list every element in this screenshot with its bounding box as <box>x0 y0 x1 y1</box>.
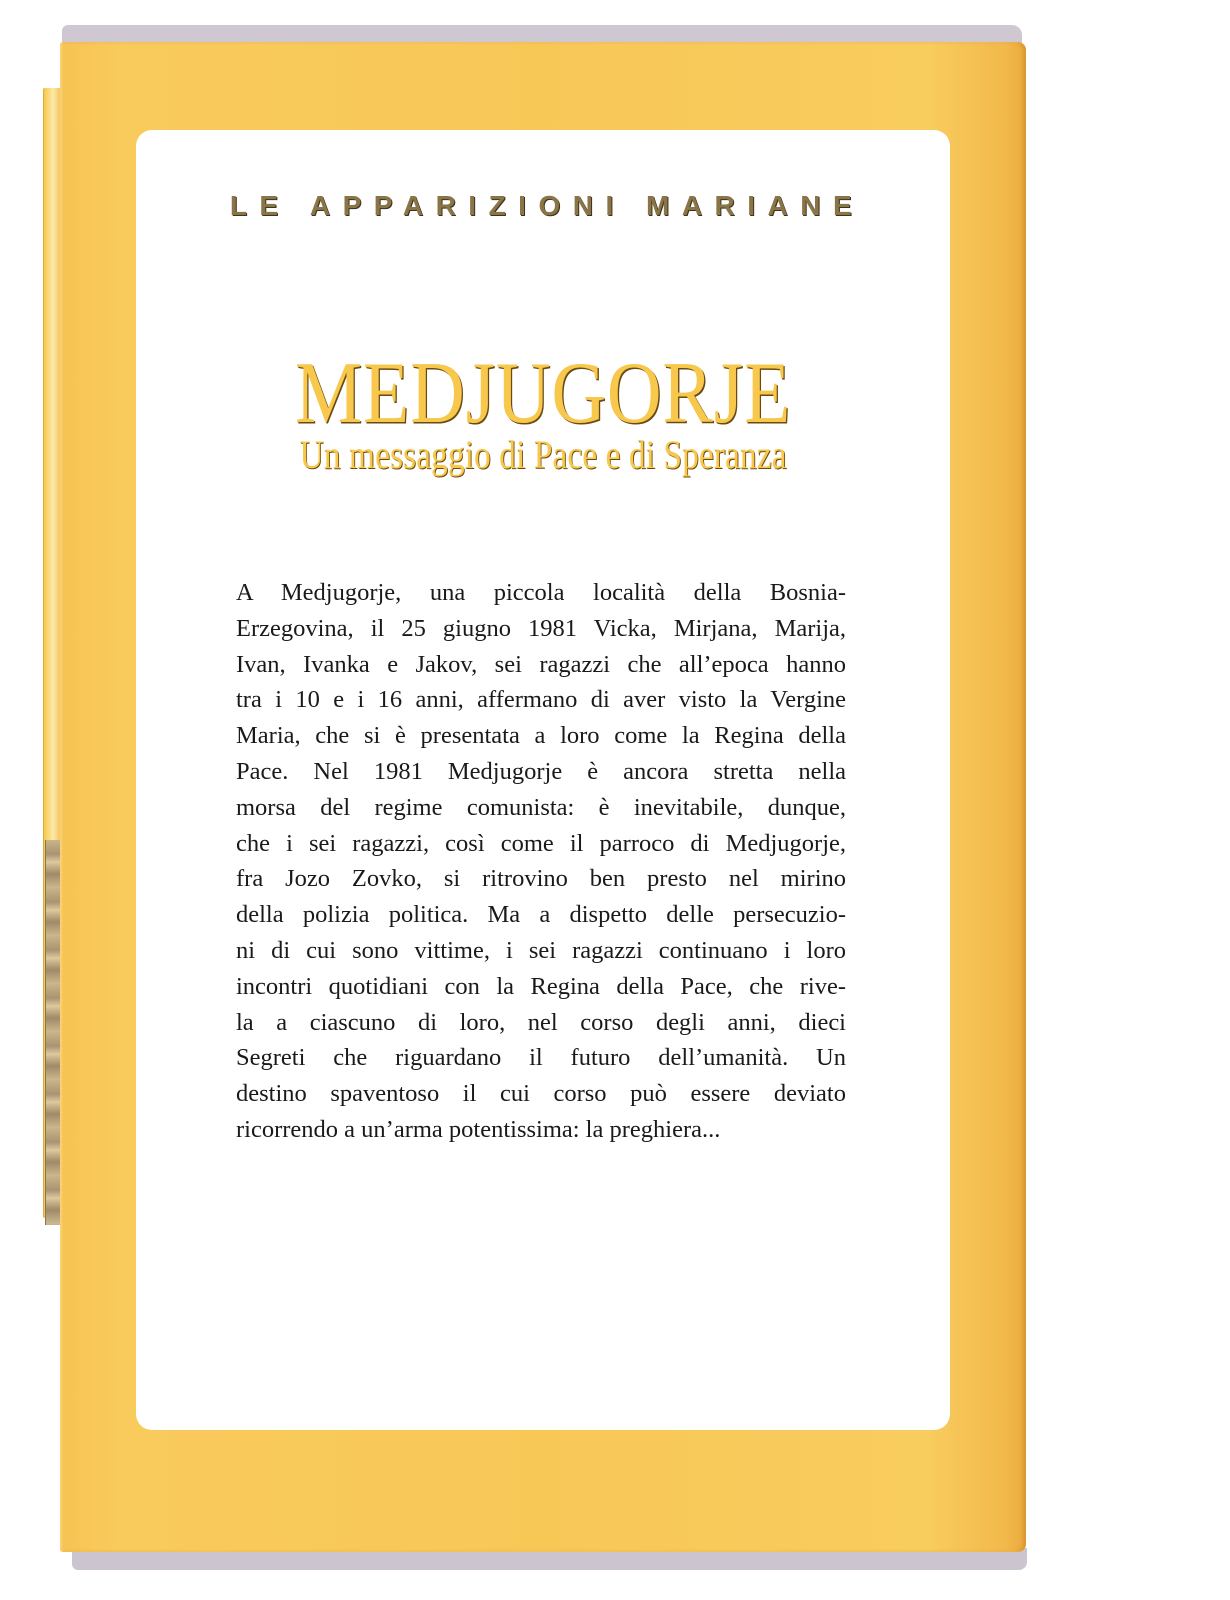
blurb-line: morsa del regime comunista: è inevitabile, dunque, <box>236 793 846 821</box>
blurb-line: Maria, che si è presentata a loro come la Regina della <box>236 722 846 750</box>
blurb-line: Erzegovina, il 25 giugno 1981 Vicka, Mirjana, Marija, <box>236 614 846 642</box>
blurb-line: la a ciascuno di loro, nel corso degli anni, dieci <box>236 1008 846 1036</box>
blurb-line: tra i 10 e i 16 anni, affermano di aver visto la Vergine <box>236 686 846 714</box>
blurb-line: che i sei ragazzi, così come il parroco di Medjugorje, <box>236 829 846 857</box>
book-back-cover <box>60 42 1026 1552</box>
blurb-line: A Medjugorje, una piccola località della Bosnia- <box>236 579 846 606</box>
text-panel <box>136 130 950 1430</box>
blurb-text <box>236 575 846 1148</box>
blurb-line: ricorrendo a un’arma potentissima: la preghiera... <box>236 1115 721 1143</box>
blurb-line: incontri quotidiani con la Regina della Pace, che rive- <box>236 972 846 1000</box>
blurb-line: Pace. Nel 1981 Medjugorje è ancora stretta nella <box>236 757 846 785</box>
blurb-line: destino spaventoso il cui corso può essere deviato <box>236 1080 846 1108</box>
book-title: MEDJUGORJE <box>294 345 792 442</box>
blurb-line: della polizia politica. Ma a dispetto delle persecuzio- <box>236 901 846 929</box>
blurb-line: fra Jozo Zovko, si ritrovino ben presto nel mirino <box>236 865 846 893</box>
book-subtitle: Un messaggio di Pace e di Speranza <box>299 432 787 477</box>
blurb-line: Ivan, Ivanka e Jakov, sei ragazzi che all’epoca hanno <box>236 650 846 678</box>
series-title: LE APPARIZIONI MARIANE <box>229 190 865 221</box>
blurb-line: ni di cui sono vittime, i sei ragazzi continuano i loro <box>236 936 846 964</box>
blurb-line: Segreti che riguardano il futuro dell’umanità. Un <box>236 1044 846 1072</box>
